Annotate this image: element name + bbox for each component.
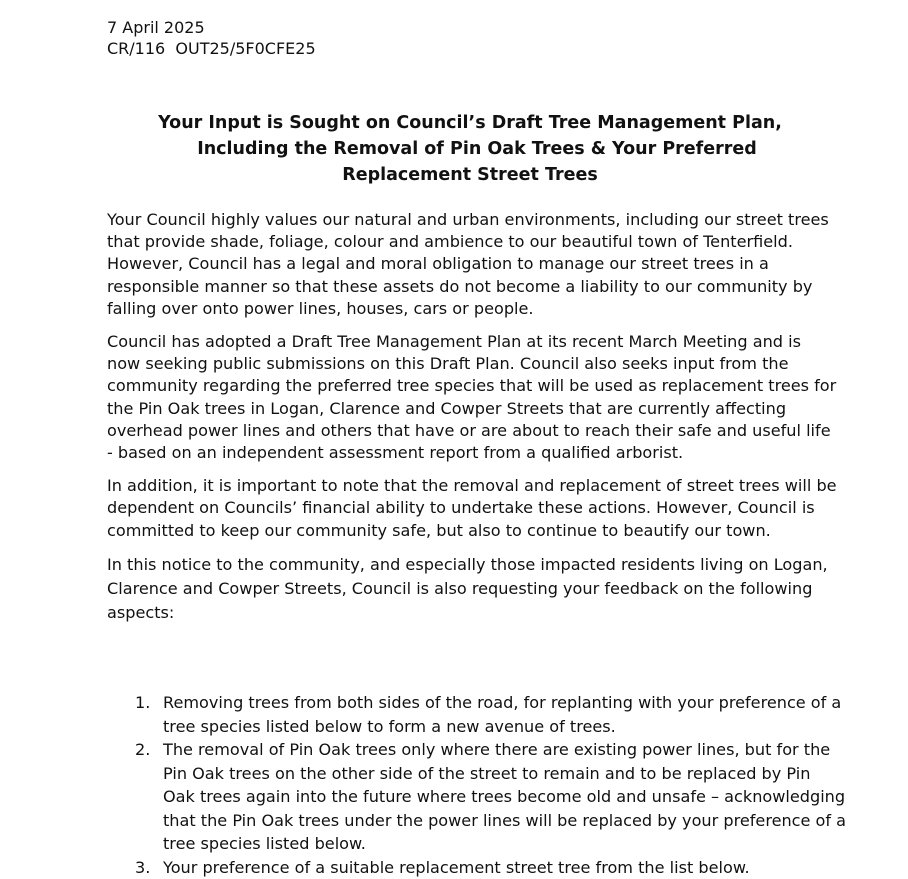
title-line-1: Your Input is Sought on Council’s Draft Tree Management Plan, [158,113,782,133]
paragraph-financial: In addition, it is important to note that the removal and replacement of street trees will be dependent on Councils’ financial ability to undertake these actions. However, Council is committed to keep our community safe, but also to continue to beautify our town. [107,476,837,540]
list-item-number: 2. [135,740,151,759]
document-body [107,209,837,625]
list-item [107,856,847,879]
list-item-text: The removal of Pin Oak trees only where there are existing power lines, but for the Pin Oak trees on the other side of the street to remain and to be replaced by Pin Oak trees again into the future where trees become old and unsafe – acknowledging that the Pin Oak trees under the power lines will be replaced by your preference of a tree species listed below. [163,740,847,853]
document-reference: CR/116 OUT25/5F0CFE25 [107,39,316,58]
document-title [120,110,820,188]
feedback-list [107,691,847,879]
document-date: 7 April 2025 [107,18,205,37]
paragraph-feedback-request: In this notice to the community, and especially those impacted residents living on Logan, Clarence and Cowper Streets, Council is also requesting your feedback on the following aspects: [107,554,828,622]
title-line-3: Replacement Street Trees [342,165,598,185]
list-item-text: Removing trees from both sides of the road, for replanting with your preference of a tree species listed below to form a new avenue of trees. [163,693,842,736]
paragraph-draft-plan: Council has adopted a Draft Tree Management Plan at its recent March Meeting and is now seeking public submissions on this Draft Plan. Council also seeks input from the community regarding the preferred tree species that will be used as replacement trees for the Pin Oak trees in Logan, Clarence and Cowper Streets that are currently affecting overhead power lines and others that have or are about to reach their safe and useful life - based on an independent assessment report from a qualified arborist. [107,332,837,463]
list-item [107,738,847,856]
document-meta [107,17,316,59]
title-line-2: Including the Removal of Pin Oak Trees & Your Preferred [197,139,757,159]
list-item [107,691,847,738]
paragraph-intro: Your Council highly values our natural and urban environments, including our street trees that provide shade, foliage, colour and ambience to our beautiful town of Tenterfield. However, Council has a legal and moral obligation to manage our street trees in a responsible manner so that these assets do not become a liability to our community by falling over onto power lines, houses, cars or people. [107,210,829,318]
list-item-text: Your preference of a suitable replacement street tree from the list below. [163,857,750,877]
list-item-number: 1. [135,693,151,712]
list-item-number: 3. [135,857,151,877]
